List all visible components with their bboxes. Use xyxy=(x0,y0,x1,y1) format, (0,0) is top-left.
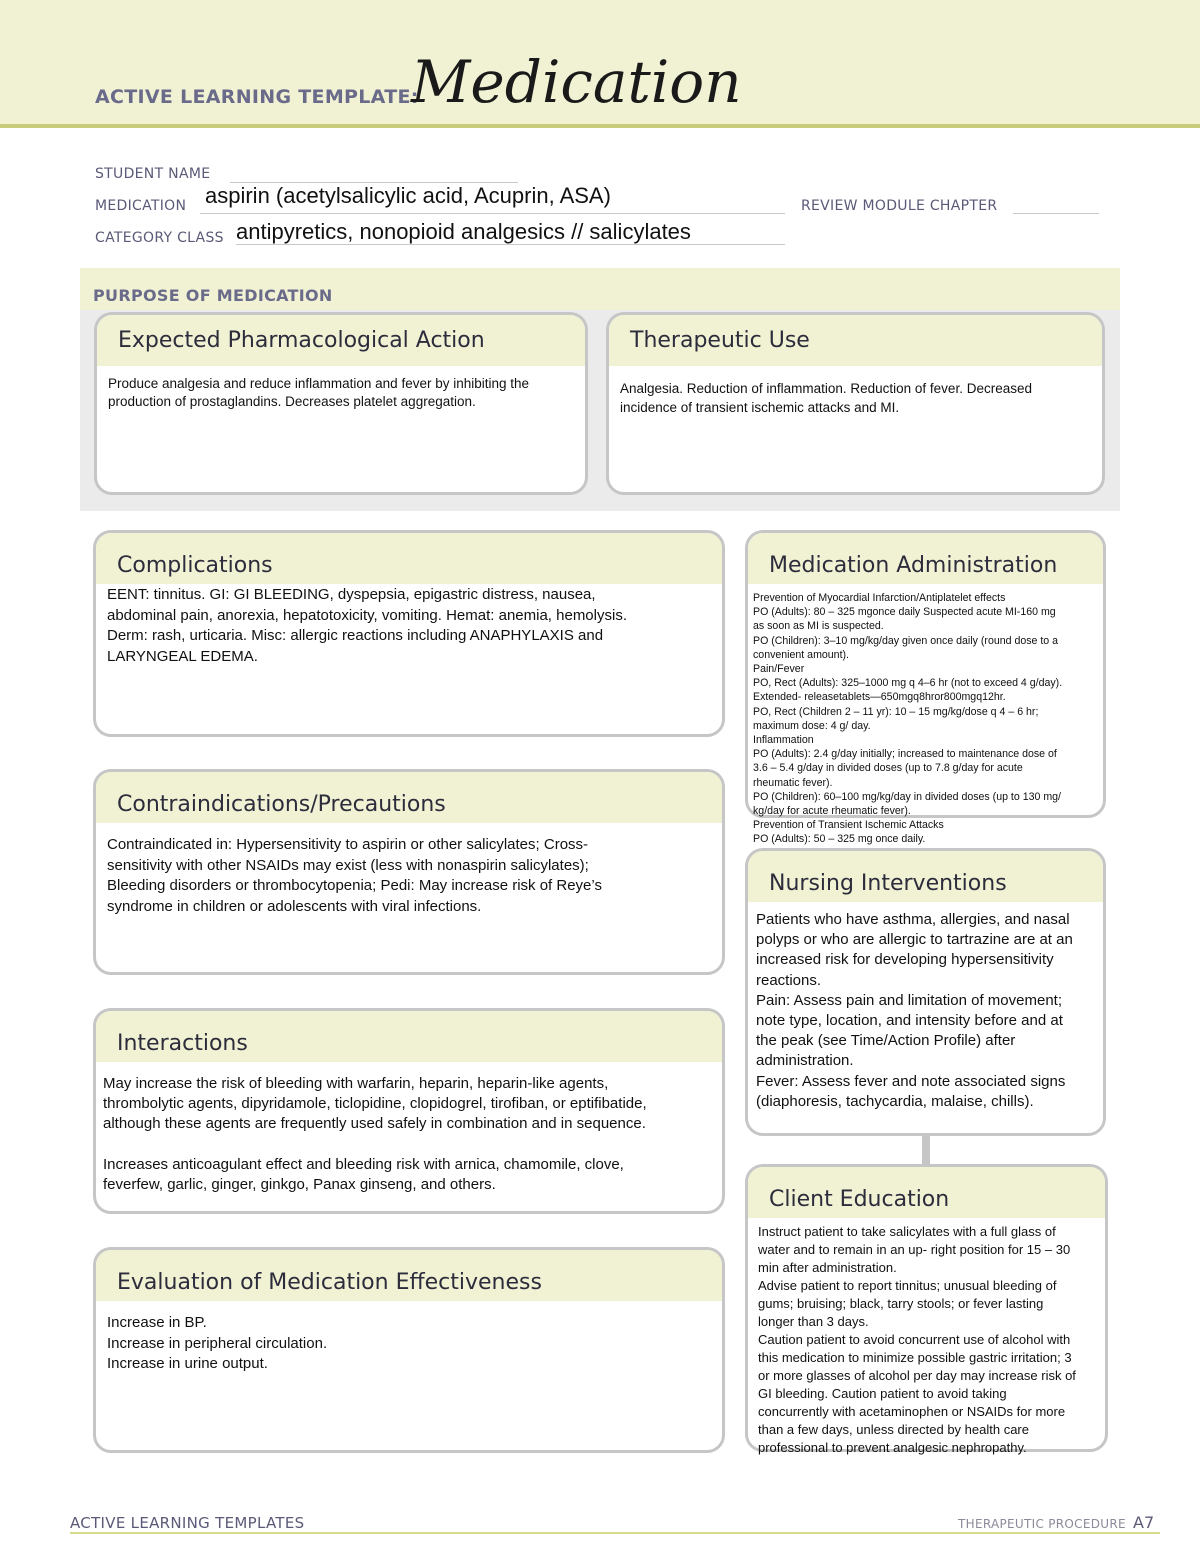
template-title: Medication xyxy=(411,48,742,116)
medication-line xyxy=(200,213,785,214)
category-class-label: CATEGORY CLASS xyxy=(95,230,224,246)
interactions-card xyxy=(93,1008,725,1214)
medication-administration-title: Medication Administration xyxy=(748,533,1103,584)
contraindications-card xyxy=(93,769,725,975)
header-rule xyxy=(0,124,1200,128)
therapeutic-use-title: Therapeutic Use xyxy=(609,315,1102,366)
complications-card xyxy=(93,530,725,737)
nursing-interventions-text[interactable]: Patients who have asthma, allergies, and nasal polyps or who are allergic to tartrazine are at an increased risk for developing hypersensitivity reactions. Pain: Assess pain and limitation of movement; note type, location, and intensity before and at the peak (see Time/Action Profile) after administration. Fever: Assess fever and note associated signs (diaphoresis, tachycardia, malaise, chills). xyxy=(756,911,1073,1110)
expected-action-text[interactable]: Produce analgesia and reduce inflammation and fever by inhibiting the production of prostaglandins. Decreases platelet aggregation. xyxy=(108,376,530,409)
footer-page-number: A7 xyxy=(1133,1513,1155,1532)
evaluation-text[interactable]: Increase in BP. Increase in peripheral circulation. Increase in urine output. xyxy=(107,1314,328,1372)
template-label: ACTIVE LEARNING TEMPLATE: xyxy=(95,86,419,108)
footer-left-label: ACTIVE LEARNING TEMPLATES xyxy=(70,1514,305,1532)
complications-text[interactable]: EENT: tinnitus. GI: GI BLEEDING, dyspepsia, epigastric distress, nausea, abdominal pain, anorexia, hepatotoxicity, vomiting. Hemat: anemia, hemolysis. Derm: rash, urticaria. Misc: allergic reactions including ANAPHYLAXIS and LARYNGEAL EDEMA. xyxy=(107,586,627,665)
client-education-title: Client Education xyxy=(748,1167,1105,1218)
therapeutic-use-text[interactable]: Analgesia. Reduction of inflammation. Reduction of fever. Decreased incidence of transient ischemic attacks and MI. xyxy=(620,381,1032,415)
student-name-label: STUDENT NAME xyxy=(95,166,211,182)
interactions-title: Interactions xyxy=(96,1011,722,1062)
medication-label: MEDICATION xyxy=(95,198,187,214)
footer-right-label: THERAPEUTIC PROCEDURE xyxy=(958,1517,1126,1531)
client-education-card xyxy=(745,1164,1108,1455)
contraindications-title: Contraindications/Precautions xyxy=(96,772,722,823)
category-class-field[interactable]: antipyretics, nonopioid analgesics // salicylates xyxy=(236,219,691,244)
contraindications-text[interactable]: Contraindicated in: Hypersensitivity to aspirin or other salicylates; Cross- sensitivity with other NSAIDs may exist (less with nonaspirin salicylates); Bleeding disorders or thrombocytopenia; Pedi: May increase risk of Reye’s syndrome in children or adolescents with viral infections. xyxy=(107,836,602,915)
evaluation-title: Evaluation of Medication Effectiveness xyxy=(96,1250,722,1301)
nursing-interventions-card xyxy=(745,848,1106,1136)
purpose-label: PURPOSE OF MEDICATION xyxy=(93,286,333,305)
complications-title: Complications xyxy=(96,533,722,584)
expected-action-card xyxy=(94,312,588,495)
interactions-text[interactable]: May increase the risk of bleeding with warfarin, heparin, heparin-like agents, thrombolytic agents, dipyridamole, ticlopidine, clopidogrel, tirofiban, or eptifibatide, although these agents are frequently used safely in combination and in sequence. Increases anticoagulant effect and bleeding risk with arnica, chamomile, clove, feverfew, garlic, ginger, ginkgo, Panax ginseng, and others. xyxy=(103,1075,647,1194)
nursing-interventions-title: Nursing Interventions xyxy=(748,851,1103,902)
client-education-text[interactable]: Instruct patient to take salicylates with a full glass of water and to remain in an up- right position for 15 – 30 min after administration. Advise patient to report tinnitus; unusual bleeding of gums; bruising; black, tarry stools; or fever lasting longer than 3 days. Caution patient to avoid concurrent use of alcohol with this medication to minimize possible gastric irritation; 3 or more glasses of alcohol per day may increase risk of GI bleeding. Caution patient to avoid taking concurrently with acetaminophen or NSAIDs for more than a few days, unless directed by health care professional to prevent analgesic nephropathy. xyxy=(758,1224,1076,1455)
footer-rule xyxy=(70,1532,1160,1534)
medication-field[interactable]: aspirin (acetylsalicylic acid, Acuprin, ASA) xyxy=(205,183,611,208)
review-module-label: REVIEW MODULE CHAPTER xyxy=(801,198,998,214)
review-module-line[interactable] xyxy=(1013,213,1099,214)
medication-administration-text[interactable]: Prevention of Myocardial Infarction/Antiplatelet effects PO (Adults): 80 – 325 mgonce daily Suspected acute MI-160 mg as soon as MI is suspected. PO (Children): 3–10 mg/kg/day given once daily (round dose to a convenient amount). Pain/Fever PO, Rect (Adults): 325–1000 mg q 4–6 hr (not to exceed 4 g/day). Extended- releasetablets—650mgq8hror800mgq12hr. PO, Rect (Children 2 – 11 yr): 10 – 15 mg/kg/dose q 4 – 6 hr; maximum dose: 4 g/ day. Inflammation PO (Adults): 2.4 g/day initially; increased to maintenance dose of 3.6 – 5.4 g/day in divided doses (up to 7.8 g/day for acute rheumatic fever). PO (Children): 60–100 mg/kg/day in divided doses (up to 130 mg/ kg/day for acute rheumatic fever). Prevention of Transient Ischemic Attacks PO (Adults): 50 – 325 mg once daily. xyxy=(753,592,1063,846)
card-connector xyxy=(922,1136,930,1164)
evaluation-card xyxy=(93,1247,725,1453)
therapeutic-use-card xyxy=(606,312,1105,495)
medication-administration-card xyxy=(745,530,1106,846)
expected-action-title: Expected Pharmacological Action xyxy=(97,315,585,366)
